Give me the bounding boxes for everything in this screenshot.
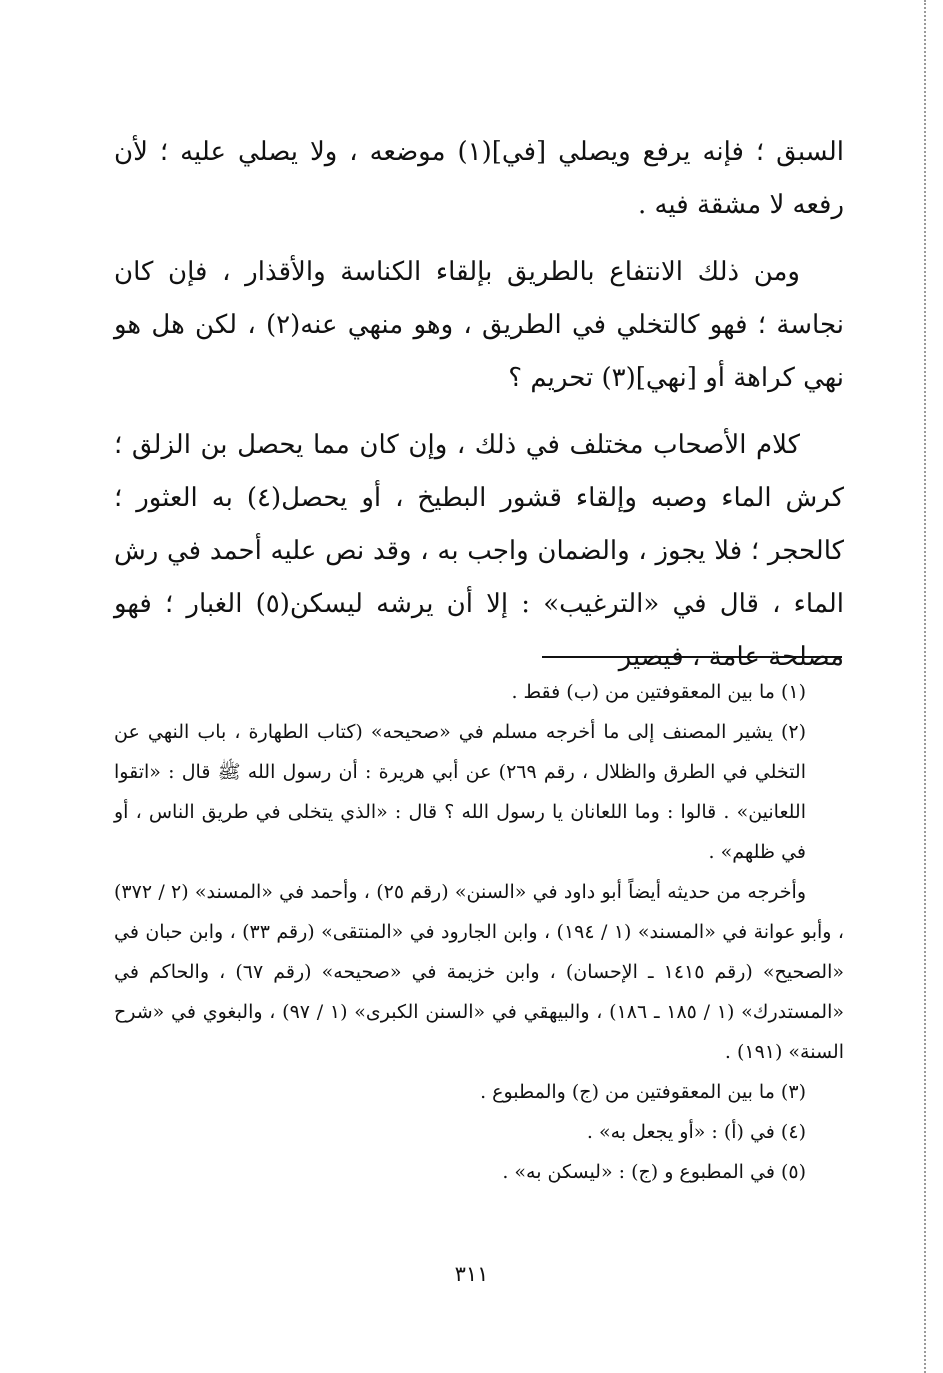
main-text xyxy=(114,126,844,698)
paragraph-2: ومن ذلك الانتفاع بالطريق بإلقاء الكناسة والأقذار ، فإن كان نجاسة ؛ فهو كالتخلي في الطريق ، وهو منهي عنه(٢) ، لكن هل هو نهي كراهة أو [نهي](٣) تحريم ؟ xyxy=(114,257,844,393)
footnote-1: (١) ما بين المعقوفتين من (ب) فقط . xyxy=(511,681,806,703)
paragraph-3: كلام الأصحاب مختلف في ذلك ، وإن كان مما يحصل بن الزلق ؛ كرش الماء وصبه وإلقاء قشور البطيخ ، أو يحصل(٤) به العثور ؛ كالحجر ؛ فلا يجوز ، والضمان واجب به ، وقد نص عليه أحمد في رش الماء ، قال في «الترغيب» : إلا أن يرشه ليسكن(٥) الغبار ؛ فهو مصلحة عامة ، فيصير xyxy=(114,430,845,672)
footnote-5: (٥) في المطبوع و (ج) : «ليسكن به» . xyxy=(502,1161,806,1183)
footnote-2-continuation: وأخرجه من حديثه أيضاً أبو داود في «السنن» (رقم ٢٥) ، وأحمد في «المسند» (٢ / ٣٧٢) ، وأبو عوانة في «المسند» (١ / ١٩٤) ، وابن الجارود في «المنتقى» (رقم ٣٣) ، وابن حبان في «الصحيح» (رقم ١٤١٥ ـ الإحسان) ، وابن خزيمة في «صحيحه» (رقم ٦٧) ، والحاكم في «المستدرك» (١ / ١٨٥ ـ ١٨٦) ، والبيهقي في «السنن الكبرى» (١ / ٩٧) ، والبغوي في «شرح السنة» (١٩١) . xyxy=(114,881,844,1063)
footnote-2: (٢) يشير المصنف إلى ما أخرجه مسلم في «صحيحه» (كتاب الطهارة ، باب النهي عن التخلي في الطرق والظلال ، رقم ٢٦٩) عن أبي هريرة : أن رسول الله ﷺ قال : «اتقوا اللعانين» . قالوا : وما اللعانان يا رسول الله ؟ قال : «الذي يتخلى في طريق الناس ، أو في ظلهم» . xyxy=(114,721,806,863)
paragraph-1: السبق ؛ فإنه يرفع ويصلي [في](١) موضعه ، ولا يصلي عليه ؛ لأن رفعه لا مشقة فيه . xyxy=(114,137,845,220)
footnote-separator xyxy=(542,656,842,658)
margin-dotted-line xyxy=(924,0,926,1373)
footnotes xyxy=(114,672,844,1192)
footnote-3: (٣) ما بين المعقوفتين من (ج) والمطبوع . xyxy=(480,1081,806,1103)
footnote-4: (٤) في (أ) : «أو يجعل به» . xyxy=(586,1121,806,1143)
page-number: ٣١١ xyxy=(454,1262,489,1286)
